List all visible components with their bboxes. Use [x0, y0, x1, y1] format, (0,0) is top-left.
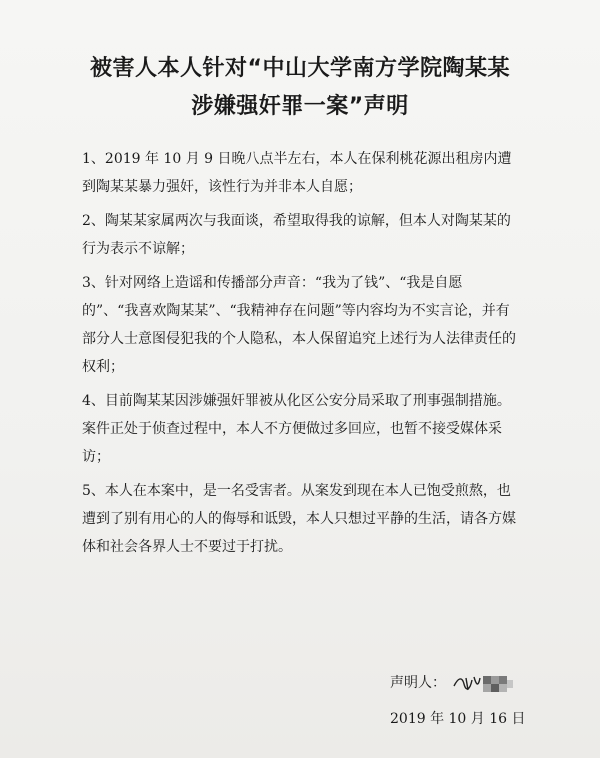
document-date: 2019 年 10 月 16 日	[390, 711, 526, 727]
signature-label: 声明人：	[390, 675, 446, 691]
paragraph-4: 4、目前陶某某因涉嫌强奸罪被从化区公安分局采取了刑事强制措施。案件正处于侦查过程中，本人不方便做过多回应，也暂不接受媒体采访；	[82, 393, 511, 465]
title-line-2: 涉嫌强奸罪一案”声明	[191, 94, 409, 119]
paragraph-2: 2、陶某某家属两次与我面谈，希望取得我的谅解，但本人对陶某某的行为表示不谅解；	[82, 213, 511, 257]
paragraph-3: 3、针对网络上造谣和传播部分声音：“我为了钱”、“我是自愿的”、“我喜欢陶某某”、“我精神存在问题”等内容均为不实言论，并有部分人士意图侵犯我的个人隐私，本人保留追究上述行为人法律责任的权利；	[82, 275, 516, 375]
title-line-1: 被害人本人针对“中山大学南方学院陶某某	[90, 56, 510, 81]
document-body	[82, 145, 518, 567]
handwritten-signature	[452, 672, 514, 694]
paragraph-1: 1、2019 年 10 月 9 日晚八点半左右，本人在保利桃花源出租房内遭到陶某某暴力强奸，该性行为并非本人自愿；	[82, 151, 512, 195]
signature-block	[390, 672, 514, 694]
document-title	[0, 50, 600, 126]
paragraph-5: 5、本人在本案中，是一名受害者。从案发到现在本人已饱受煎熬，也遭到了别有用心的人的侮辱和诋毁，本人只想过平静的生活，请各方媒体和社会各界人士不要过于打扰。	[82, 483, 516, 555]
